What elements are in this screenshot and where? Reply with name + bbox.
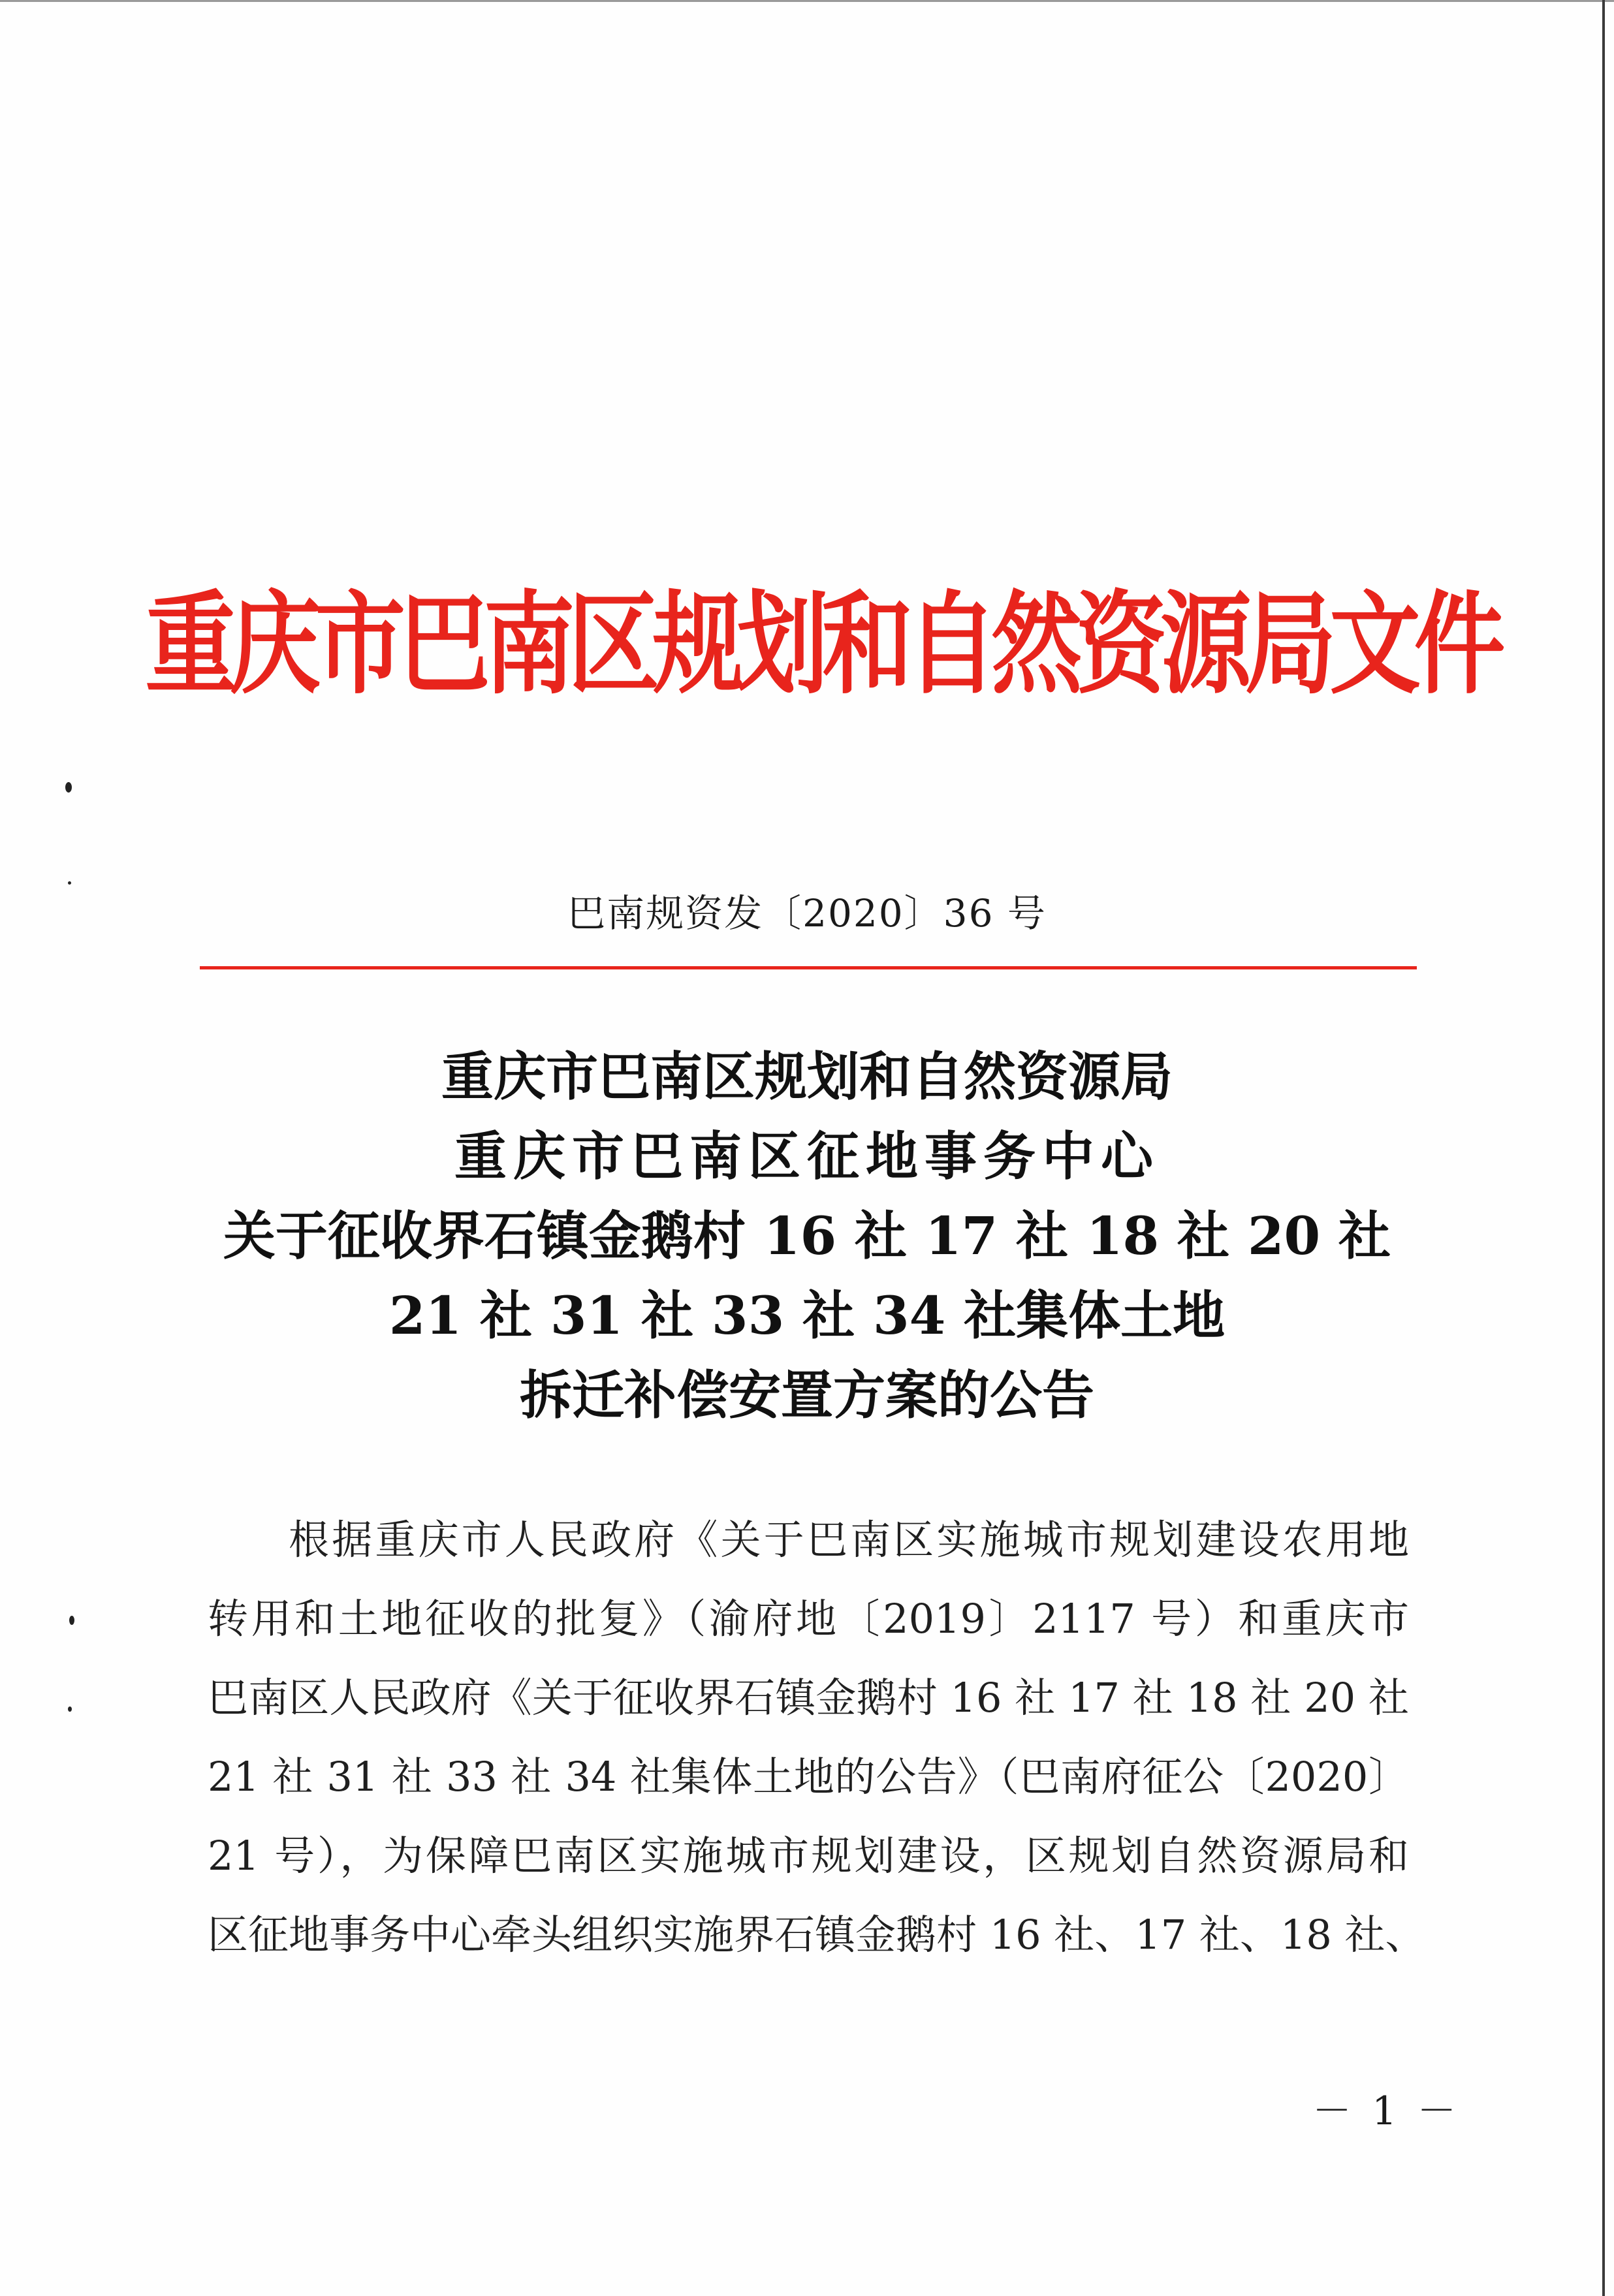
- body-line: 区征地事务中心牵头组织实施界石镇金鹅村 16 社、17 社、18 社、: [208, 1911, 1426, 1958]
- scan-speck: [65, 782, 72, 793]
- page-number: － 1 －: [1312, 2088, 1461, 2134]
- body-line: 巴南区人民政府《关于征收界石镇金鹅村 16 社 17 社 18 社 20 社: [208, 1674, 1409, 1722]
- document-number: 巴南规资发〔2020〕36 号: [567, 891, 1047, 936]
- scan-speck: [68, 1706, 72, 1712]
- notice-title: [0, 1037, 1614, 1435]
- body-line: 根据重庆市人民政府《关于巴南区实施城市规划建设农用地: [289, 1516, 1409, 1564]
- body-paragraph: [208, 1500, 1426, 1974]
- body-line: 转用和土地征收的批复》（渝府地〔2019〕2117 号）和重庆市: [208, 1595, 1409, 1643]
- title-line: 拆迁补偿安置方案的公告: [520, 1364, 1094, 1426]
- title-line: 重庆市巴南区规划和自然资源局: [441, 1046, 1173, 1107]
- issuing-authority-header: 重庆市巴南区规划和自然资源局文件: [145, 579, 1499, 710]
- title-line: 21 社 31 社 33 社 34 社集体土地: [388, 1285, 1226, 1346]
- scan-speck: [69, 1616, 74, 1625]
- body-line: 21 社 31 社 33 社 34 社集体土地的公告》（巴南府征公〔2020〕: [208, 1753, 1409, 1801]
- red-divider-rule: [200, 966, 1417, 969]
- title-line: 关于征收界石镇金鹅村 16 社 17 社 18 社 20 社: [223, 1205, 1391, 1266]
- scan-edge-top: [0, 0, 1614, 2]
- body-line: 21 号），为保障巴南区实施城市规划建设，区规划自然资源局和: [208, 1832, 1409, 1879]
- title-line: 重庆市巴南区征地事务中心: [454, 1125, 1160, 1187]
